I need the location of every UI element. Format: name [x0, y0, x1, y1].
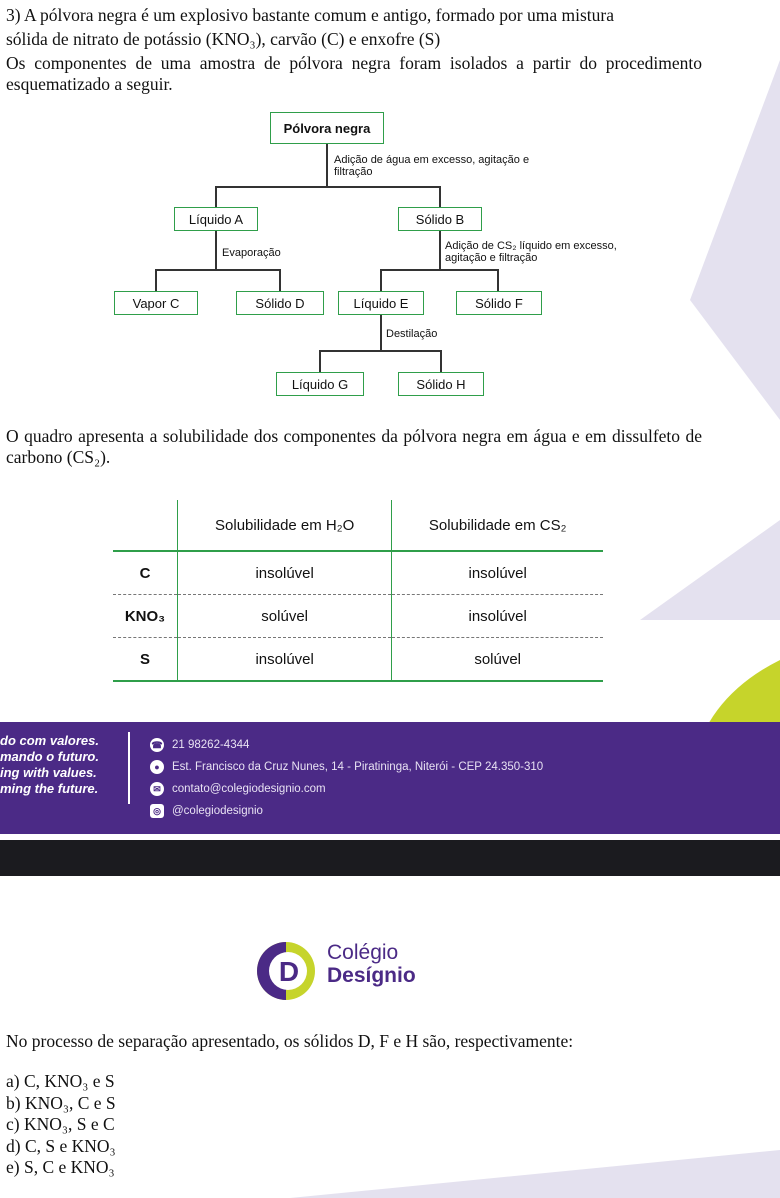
table-cell-substance: C — [113, 551, 177, 595]
node-vapor-c: Vapor C — [114, 291, 198, 315]
contact-instagram — [150, 804, 263, 818]
solubility-table — [113, 500, 603, 682]
logo-line1: Colégio — [327, 941, 399, 964]
table-cell-h2o: solúvel — [177, 595, 391, 638]
contact-address — [150, 760, 543, 774]
table-row — [113, 638, 603, 682]
instagram-icon: ◎ — [150, 804, 164, 818]
phone-icon: ☎ — [150, 738, 164, 752]
label-step2: Adição de CS₂ líquido em excesso, agitação e filtração — [445, 240, 617, 264]
intro-paragraph: Os componentes de uma amostra de pólvora negra foram isolados a partir do procedimento esquematizado a seguir. — [6, 53, 702, 94]
email-text: contato@colegiodesignio.com — [172, 783, 326, 795]
answer-options — [6, 1071, 116, 1179]
table-cell-substance: KNO₃ — [113, 595, 177, 638]
logo-letter: D — [278, 956, 300, 987]
location-pin-icon: ● — [150, 760, 164, 774]
table-cell-h2o: insolúvel — [177, 551, 391, 595]
node-solido-b: Sólido B — [398, 207, 482, 231]
slogan-line-4: ming the future. — [0, 781, 99, 796]
footer-divider — [128, 732, 130, 804]
node-solido-h: Sólido H — [398, 372, 484, 396]
slogan-line-2: mando o futuro. — [0, 749, 99, 764]
address-text: Est. Francisco da Cruz Nunes, 14 - Piratininga, Niterói - CEP 24.350-310 — [172, 761, 544, 773]
contact-email — [150, 782, 326, 796]
logo-line2: Desígnio — [327, 964, 416, 987]
node-liquido-a: Líquido A — [174, 207, 258, 231]
logo-mark — [255, 940, 317, 1002]
option-a[interactable]: a) C, KNO₃ e S — [6, 1071, 115, 1091]
table-cell-cs2: insolúvel — [392, 551, 603, 595]
option-b[interactable]: b) KNO₃, C e S — [6, 1092, 116, 1113]
option-d[interactable]: d) C, S e KNO₃ — [6, 1135, 116, 1156]
slogan-line-1: do com valores. — [0, 733, 99, 748]
option-c[interactable]: c) KNO₃, S e C — [6, 1114, 115, 1134]
phone-text: 21 98262-4344 — [172, 739, 250, 751]
intro-line-2: sólida de nitrato de potássio (KNO₃), carvão (C) e enxofre (S) — [6, 29, 441, 49]
label-step1: Adição de água em excesso, agitação e filtração — [334, 154, 530, 178]
contact-phone — [150, 738, 249, 752]
lavender-shape-top — [690, 60, 780, 420]
school-logo — [255, 940, 475, 1000]
lavender-shape-footer — [290, 1150, 780, 1198]
label-evaporacao: Evaporação — [222, 247, 281, 259]
table-row — [113, 551, 603, 595]
dark-strip — [0, 840, 780, 876]
node-solido-f: Sólido F — [456, 291, 542, 315]
instagram-text: @colegiodesignio — [172, 805, 263, 817]
node-liquido-e: Líquido E — [338, 291, 424, 315]
table-intro: O quadro apresenta a solubilidade dos componentes da pólvora negra em água e em dissulfeto de carbono (CS₂). — [6, 426, 702, 467]
slogan-line-3: ing with values. — [0, 765, 97, 780]
intro-line-1: 3) A pólvora negra é um explosivo bastante comum e antigo, formado por uma mistura — [6, 5, 614, 25]
question-prompt: No processo de separação apresentado, os sólidos D, F e H são, respectivamente: — [6, 1031, 574, 1051]
label-destilacao: Destilação — [386, 328, 438, 340]
table-header-cs2: Solubilidade em CS₂ — [392, 500, 603, 551]
node-polvora-negra: Pólvora negra — [270, 112, 384, 144]
option-e[interactable]: e) S, C e KNO₃ — [6, 1157, 115, 1177]
lavender-shape-bottom — [640, 520, 780, 620]
table-header-h2o: Solubilidade em H₂O — [177, 500, 391, 551]
table-cell-h2o: insolúvel — [177, 638, 391, 682]
footer-band — [0, 722, 780, 834]
table-cell-substance: S — [113, 638, 177, 682]
node-liquido-g: Líquido G — [276, 372, 364, 396]
table-header-empty — [113, 500, 177, 551]
table-cell-cs2: insolúvel — [392, 595, 603, 638]
node-solido-d: Sólido D — [236, 291, 324, 315]
mail-icon: ✉ — [150, 782, 164, 796]
table-cell-cs2: solúvel — [392, 638, 603, 682]
table-header-row — [113, 500, 603, 551]
table-row — [113, 595, 603, 638]
